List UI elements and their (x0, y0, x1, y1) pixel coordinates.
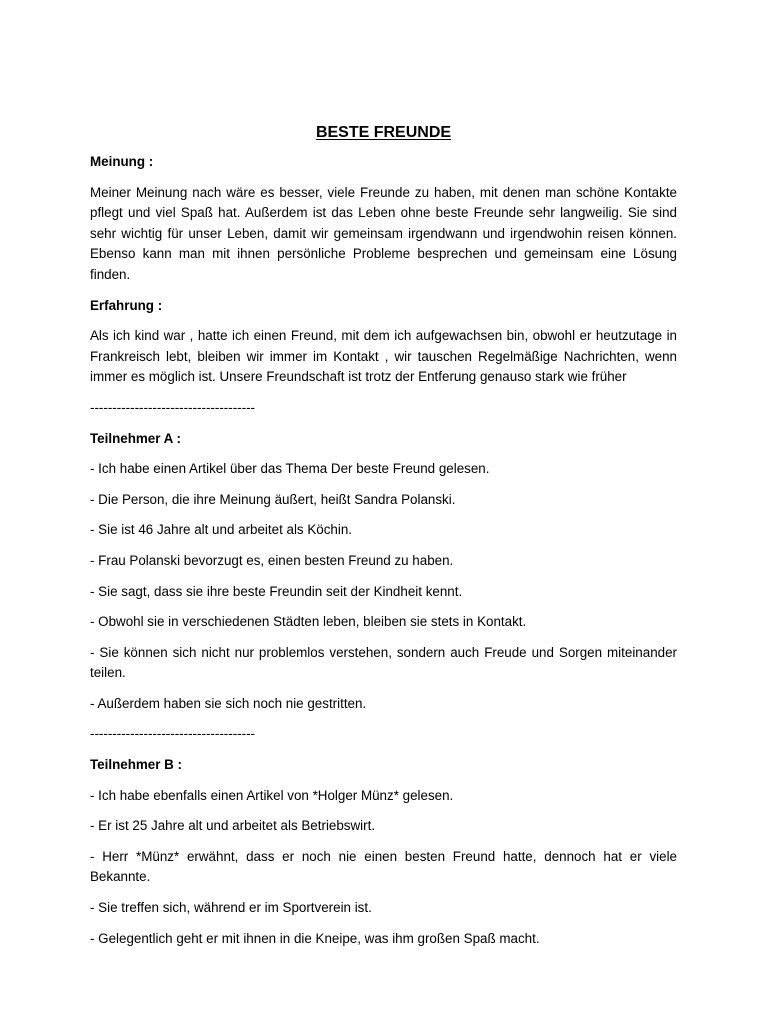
teilnehmer-a-heading: Teilnehmer A : (90, 430, 182, 446)
teilnehmer-b-item: - Ich habe ebenfalls einen Artikel von *Holger Münz* gelesen. (90, 787, 454, 803)
teilnehmer-a-item: - Obwohl sie in verschiedenen Städten leben, bleiben sie stets in Kontakt. (90, 614, 527, 630)
teilnehmer-b-item: - Herr *Münz* erwähnt, dass er noch nie einen besten Freund hatte, dennoch hat er viele Bekannte. (90, 848, 677, 885)
separator-line: ------------------------------------- (90, 399, 255, 415)
teilnehmer-a-item: - Sie können sich nicht nur problemlos verstehen, sondern auch Freude und Sorgen miteinander teilen. (90, 644, 677, 681)
teilnehmer-a-item: - Sie ist 46 Jahre alt und arbeitet als Köchin. (90, 522, 353, 538)
document-title-text: BESTE FREUNDE (315, 124, 452, 141)
erfahrung-paragraph: Als ich kind war , hatte ich einen Freund, mit dem ich aufgewachsen bin, obwohl er heutzutage in Frankreisch lebt, bleiben wir immer im Kontakt , wir tauschen Regelmäßige Nachrichten, wenn immer es möglich ist. Unsere Freundschaft ist trotz der Entferung genauso stark wie früher (90, 328, 677, 385)
separator-line: ------------------------------------- (90, 726, 255, 742)
meinung-paragraph: Meiner Meinung nach wäre es besser, viele Freunde zu haben, mit denen man schöne Kontakte pflegt und viel Spaß hat. Außerdem ist das Leben ohne beste Freunde sehr langweilig. Sie sind sehr wichtig für unser Leben, damit wir gemeinsam irgendwann und irgendwohin reisen können. Ebenso kann man mit ihnen persönliche Probleme besprechen und gemeinsam eine Lösung finden. (90, 184, 677, 282)
teilnehmer-a-item: - Sie sagt, dass sie ihre beste Freundin seit der Kindheit kennt. (90, 583, 463, 599)
teilnehmer-a-item: - Ich habe einen Artikel über das Thema Der beste Freund gelesen. (90, 461, 490, 477)
teilnehmer-b-heading: Teilnehmer B : (90, 757, 183, 773)
teilnehmer-a-item: - Frau Polanski bevorzugt es, einen besten Freund zu haben. (90, 552, 454, 568)
teilnehmer-a-item: - Außerdem haben sie sich noch nie gestritten. (90, 695, 367, 711)
teilnehmer-a-item: - Die Person, die ihre Meinung äußert, heißt Sandra Polanski. (90, 491, 456, 507)
teilnehmer-b-item: - Sie treffen sich, während er im Sportverein ist. (90, 900, 372, 916)
erfahrung-heading: Erfahrung : (90, 297, 163, 313)
document-page (90, 122, 677, 959)
teilnehmer-b-item: - Gelegentlich geht er mit ihnen in die Kneipe, was ihm großen Spaß macht. (90, 930, 540, 946)
meinung-heading: Meinung : (90, 154, 154, 169)
document-title (90, 122, 677, 144)
teilnehmer-b-item: - Er ist 25 Jahre alt und arbeitet als Betriebswirt. (90, 818, 376, 834)
